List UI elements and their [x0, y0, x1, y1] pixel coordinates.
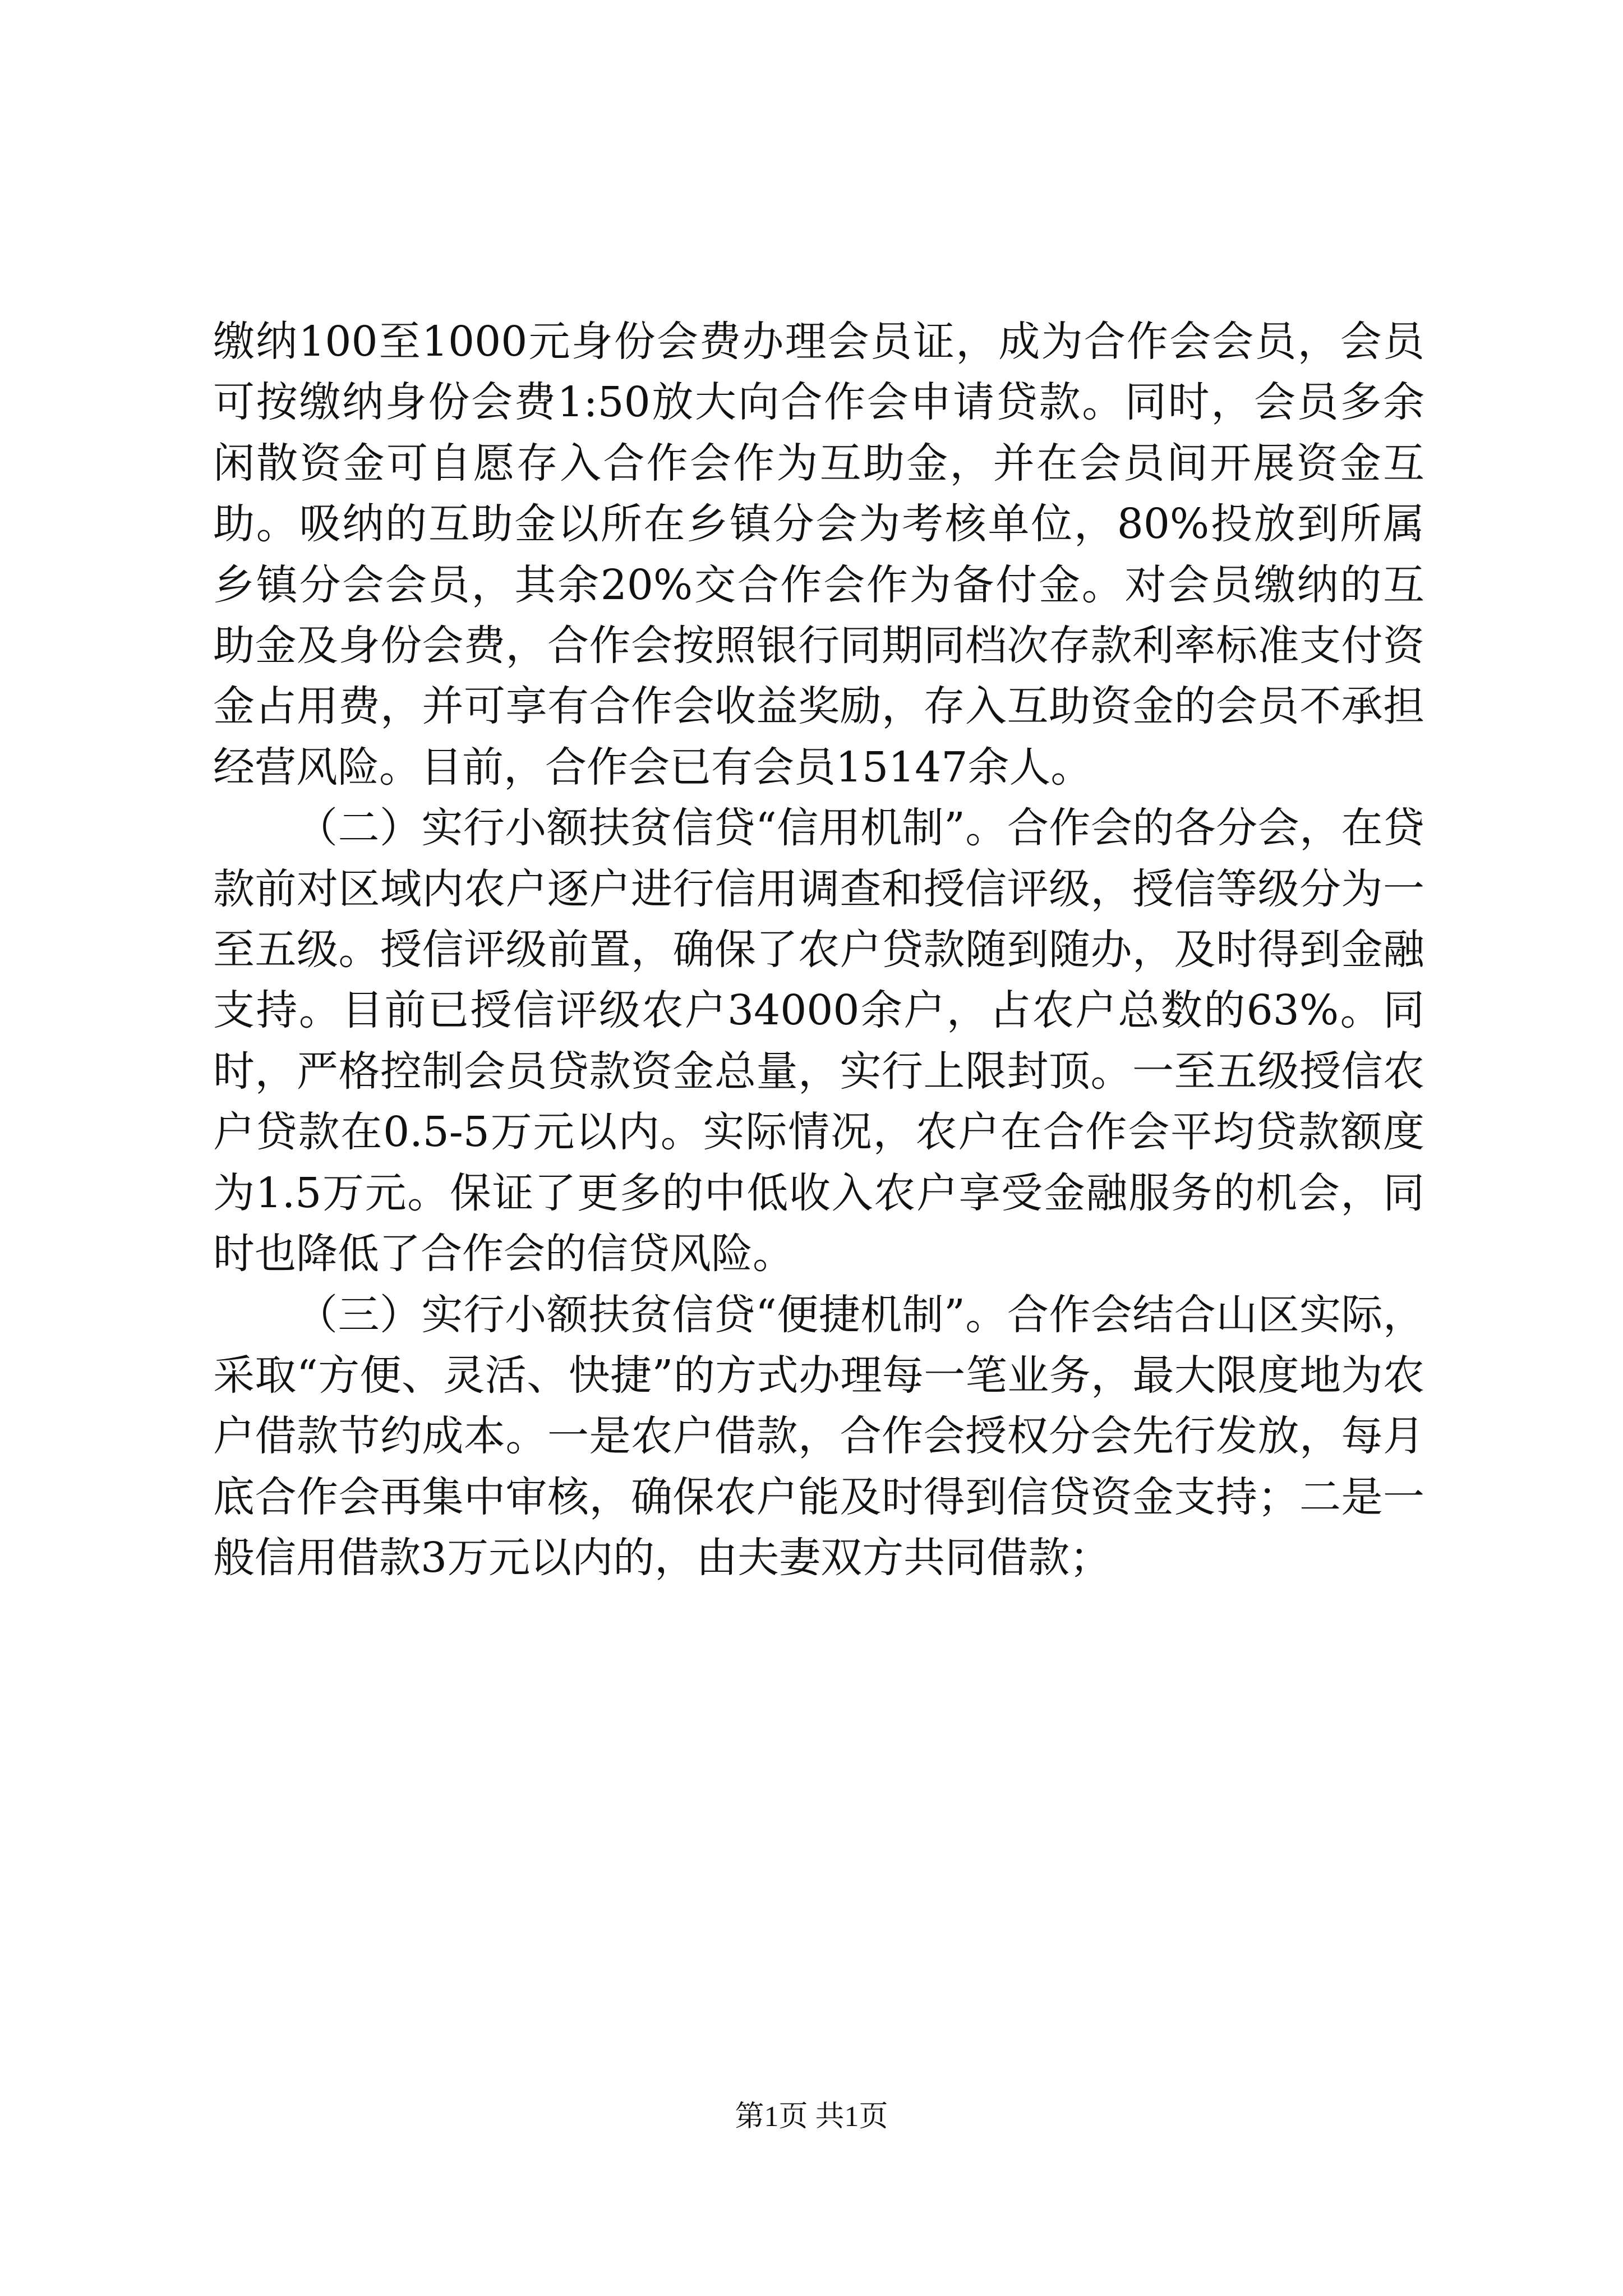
- paragraph-convenience-mechanism: （三）实行小额扶贫信贷“便捷机制”。合作会结合山区实际，采取“方便、灵活、快捷”的方式办理每一笔业务，最大限度地为农户借款节约成本。一是农户借款，合作会授权分会先行发放，每月底合作会再集中审核，确保农户能及时得到信贷资金支持；二是一般信用借款3万元以内的，由夫妻双方共同借款；: [213, 1290, 1424, 1582]
- paragraph-credit-mechanism: （二）实行小额扶贫信贷“信用机制”。合作会的各分会，在贷款前对区域内农户逐户进行信用调查和授信评级，授信等级分为一至五级。授信评级前置，确保了农户贷款随到随办，及时得到金融支持。目前已授信评级农户34000余户，占农户总数的63%。同时，严格控制会员贷款资金总量，实行上限封顶。一至五级授信农户贷款在0.5-5万元以内。实际情况，农户在合作会平均贷款额度为1.5万元。保证了更多的中低收入农户享受金融服务的机会，同时也降低了合作会的信贷风险。: [213, 804, 1424, 1278]
- paragraph-membership: 缴纳100至1000元身份会费办理会员证，成为合作会会员，会员可按缴纳身份会费1:50放大向合作会申请贷款。同时，会员多余闲散资金可自愿存入合作会作为互助金，并在会员间开展资金互助。吸纳的互助金以所在乡镇分会为考核单位，80%投放到所属乡镇分会会员，其余20%交合作会作为备付金。对会员缴纳的互助金及身份会费，合作会按照银行同期同档次存款利率标准支付资金占用费，并可享有合作会收益奖励，存入互助资金的会员不承担经营风险。目前，合作会已有会员15147余人。: [213, 318, 1424, 792]
- page-footer: 第1页 共1页: [735, 2101, 888, 2133]
- document-body: [213, 311, 1424, 1589]
